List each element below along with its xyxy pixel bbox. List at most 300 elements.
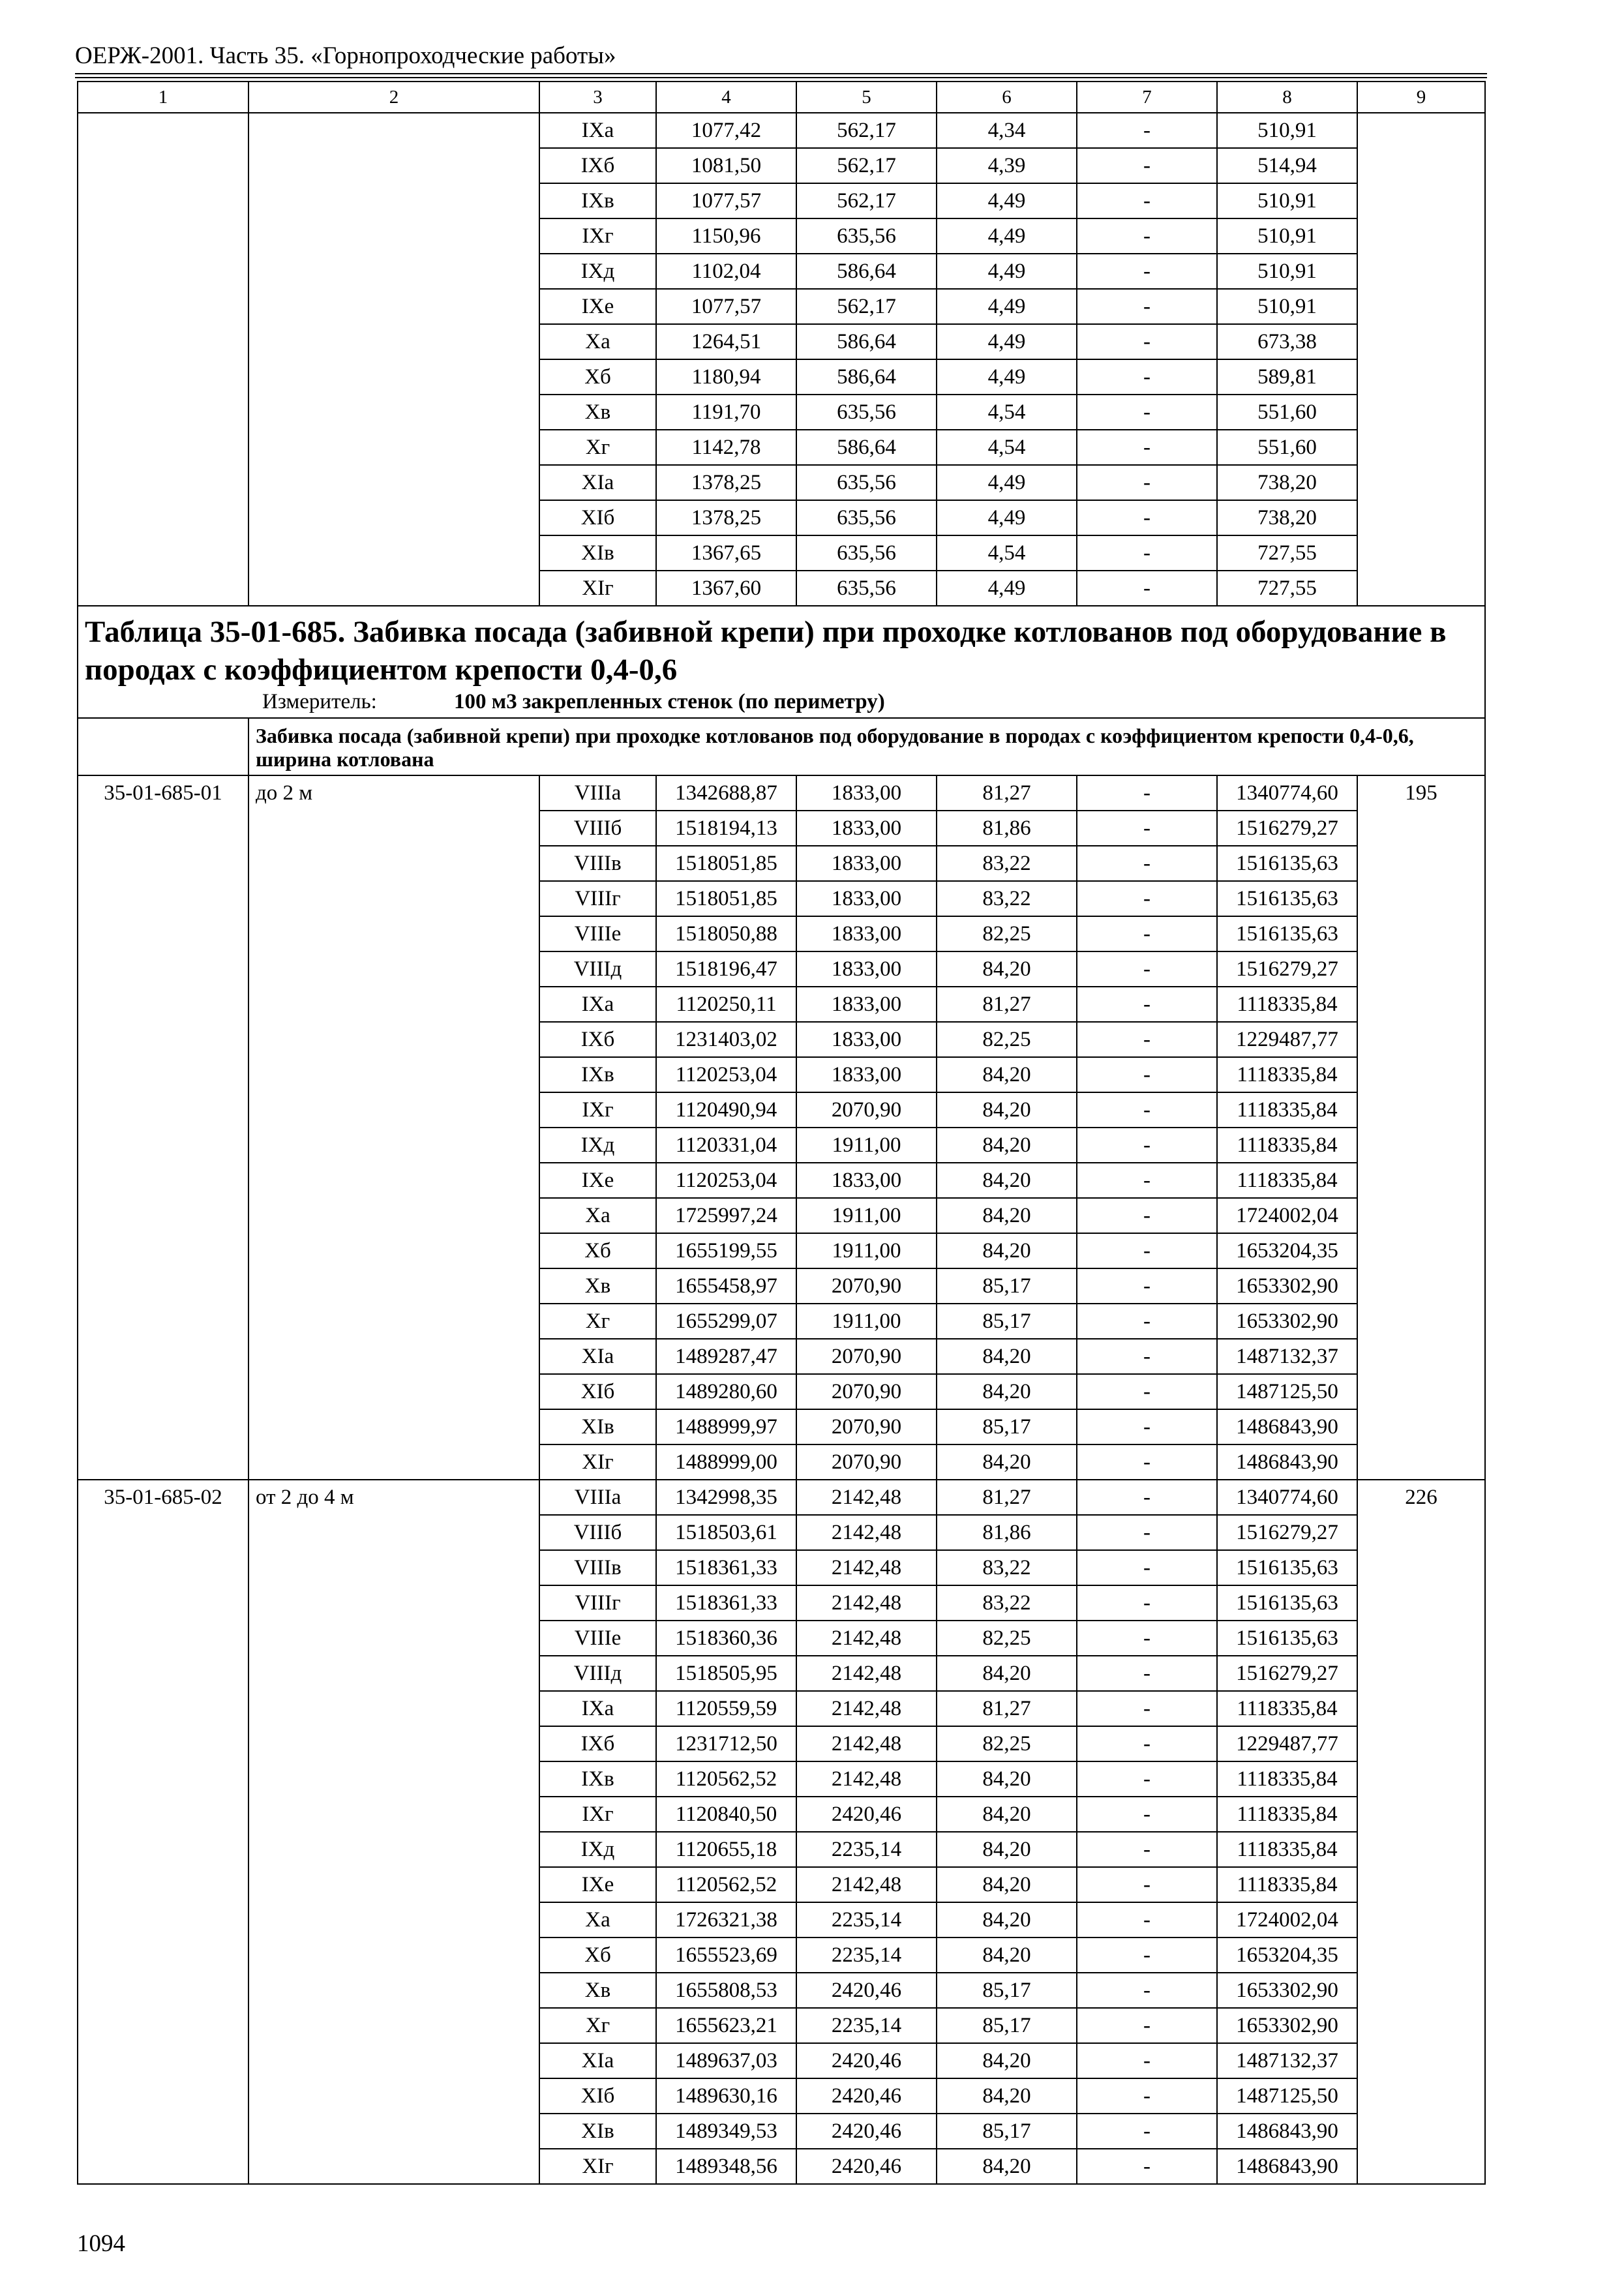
labor-cost: 635,56 (796, 500, 937, 535)
rock-group: XIв (539, 535, 656, 571)
total-cost: 1518503,61 (656, 1515, 796, 1550)
total-cost: 1120250,11 (656, 987, 796, 1022)
rock-group: VIIIг (539, 881, 656, 916)
machine-cost: 83,22 (937, 1550, 1077, 1585)
materials-cost: 510,91 (1217, 218, 1357, 254)
machinist-wage: - (1077, 289, 1217, 324)
total-cost: 1120331,04 (656, 1128, 796, 1163)
rock-group: IXа (539, 987, 656, 1022)
machine-cost: 84,20 (937, 951, 1077, 987)
machinist-wage: - (1077, 148, 1217, 183)
total-cost: 1120559,59 (656, 1691, 796, 1726)
machinist-wage: - (1077, 951, 1217, 987)
machinist-wage: - (1077, 916, 1217, 951)
rock-group: Xа (539, 1902, 656, 1937)
materials-cost: 1118335,84 (1217, 1057, 1357, 1092)
materials-cost: 1516279,27 (1217, 1656, 1357, 1691)
materials-cost: 1486843,90 (1217, 1444, 1357, 1480)
labor-cost: 1833,00 (796, 987, 937, 1022)
rock-group: IXв (539, 183, 656, 218)
description-blank (78, 718, 248, 775)
total-cost: 1518360,36 (656, 1621, 796, 1656)
materials-cost: 1118335,84 (1217, 1128, 1357, 1163)
machine-cost: 4,49 (937, 500, 1077, 535)
machine-cost: 85,17 (937, 2114, 1077, 2149)
labor-cost: 1911,00 (796, 1198, 937, 1233)
machinist-wage: - (1077, 1233, 1217, 1268)
machinist-wage: - (1077, 2149, 1217, 2184)
labor-cost: 1833,00 (796, 1022, 937, 1057)
table-title-row (78, 606, 1485, 689)
materials-cost: 1487125,50 (1217, 2078, 1357, 2114)
pit-width: до 2 м (248, 775, 539, 1480)
rock-group: IXе (539, 1867, 656, 1902)
materials-cost: 510,91 (1217, 113, 1357, 148)
machinist-wage: - (1077, 1937, 1217, 1973)
rock-group: Xг (539, 430, 656, 465)
rates-table (77, 81, 1486, 2185)
labor-cost: 2235,14 (796, 1832, 937, 1867)
labor-cost: 635,56 (796, 395, 937, 430)
machine-cost: 85,17 (937, 2008, 1077, 2043)
machine-cost: 84,20 (937, 1128, 1077, 1163)
machine-cost: 84,20 (937, 1797, 1077, 1832)
total-cost: 1367,65 (656, 535, 796, 571)
total-cost: 1488999,97 (656, 1409, 796, 1444)
labor-cost: 586,64 (796, 430, 937, 465)
machinist-wage: - (1077, 1198, 1217, 1233)
materials-cost: 1118335,84 (1217, 1832, 1357, 1867)
description-cell: Забивка посада (забивной крепи) при проходке котлованов под оборудование в породах с коэффициентом крепости 0,4-0,6, ширина котлована (248, 718, 1485, 775)
materials-cost: 738,20 (1217, 465, 1357, 500)
labor-cost: 2235,14 (796, 1937, 937, 1973)
machinist-wage: - (1077, 1480, 1217, 1515)
materials-cost: 1653204,35 (1217, 1937, 1357, 1973)
labor-cost: 2142,48 (796, 1550, 937, 1585)
total-cost: 1102,04 (656, 254, 796, 289)
labor-cost: 562,17 (796, 148, 937, 183)
page-number: 1094 (77, 2230, 125, 2257)
labor-cost: 2142,48 (796, 1867, 937, 1902)
labor-cost: 586,64 (796, 254, 937, 289)
rock-group: XIб (539, 500, 656, 535)
labor-cost: 1833,00 (796, 1163, 937, 1198)
machinist-wage: - (1077, 881, 1217, 916)
labor-cost: 1833,00 (796, 1057, 937, 1092)
materials-cost: 673,38 (1217, 324, 1357, 359)
column-number: 2 (248, 82, 539, 113)
materials-cost: 1653204,35 (1217, 1233, 1357, 1268)
materials-cost: 510,91 (1217, 289, 1357, 324)
total-cost: 1489637,03 (656, 2043, 796, 2078)
total-cost: 1142,78 (656, 430, 796, 465)
column-number: 6 (937, 82, 1077, 113)
machinist-wage: - (1077, 465, 1217, 500)
total-cost: 1120840,50 (656, 1797, 796, 1832)
header-rule (75, 73, 1487, 74)
column-number: 7 (1077, 82, 1217, 113)
labor-cost: 635,56 (796, 465, 937, 500)
machine-cost: 4,49 (937, 465, 1077, 500)
machine-cost: 84,20 (937, 1937, 1077, 1973)
machinist-wage: - (1077, 1304, 1217, 1339)
total-cost: 1342688,87 (656, 775, 796, 811)
machine-cost: 85,17 (937, 1304, 1077, 1339)
materials-cost: 1487132,37 (1217, 2043, 1357, 2078)
labor-cost: 2235,14 (796, 1902, 937, 1937)
materials-cost: 1229487,77 (1217, 1726, 1357, 1761)
materials-cost: 1724002,04 (1217, 1902, 1357, 1937)
machinist-wage: - (1077, 2114, 1217, 2149)
machine-cost: 83,22 (937, 1585, 1077, 1621)
labor-cost: 2420,46 (796, 2078, 937, 2114)
width-cell-blank (248, 113, 539, 606)
table-body (78, 82, 1485, 2184)
measure-cell (78, 689, 1485, 718)
materials-cost: 1516135,63 (1217, 846, 1357, 881)
rock-group: Xв (539, 1268, 656, 1304)
rock-group: IXа (539, 1691, 656, 1726)
machinist-wage: - (1077, 1057, 1217, 1092)
machine-cost: 84,20 (937, 1656, 1077, 1691)
rock-group: XIв (539, 2114, 656, 2149)
measure-row (78, 689, 1485, 718)
total-cost: 1489287,47 (656, 1339, 796, 1374)
rock-group: IXб (539, 1022, 656, 1057)
machine-cost: 84,20 (937, 1233, 1077, 1268)
machinist-wage: - (1077, 1550, 1217, 1585)
header-rule-double (75, 77, 1487, 78)
rock-group: XIа (539, 2043, 656, 2078)
column-number: 5 (796, 82, 937, 113)
rock-group: XIг (539, 2149, 656, 2184)
materials-cost: 1118335,84 (1217, 1867, 1357, 1902)
total-cost: 1518050,88 (656, 916, 796, 951)
col9-value: 226 (1357, 1480, 1485, 2184)
labor-cost: 2142,48 (796, 1480, 937, 1515)
total-cost: 1655458,97 (656, 1268, 796, 1304)
machine-cost: 83,22 (937, 846, 1077, 881)
machinist-wage: - (1077, 430, 1217, 465)
machinist-wage: - (1077, 1867, 1217, 1902)
materials-cost: 589,81 (1217, 359, 1357, 395)
total-cost: 1518051,85 (656, 881, 796, 916)
materials-cost: 1724002,04 (1217, 1198, 1357, 1233)
machinist-wage: - (1077, 1691, 1217, 1726)
machine-cost: 81,86 (937, 811, 1077, 846)
total-cost: 1489630,16 (656, 2078, 796, 2114)
total-cost: 1150,96 (656, 218, 796, 254)
description-row (78, 718, 1485, 775)
labor-cost: 2070,90 (796, 1374, 937, 1409)
labor-cost: 635,56 (796, 218, 937, 254)
rock-group: VIIIд (539, 951, 656, 987)
total-cost: 1726321,38 (656, 1902, 796, 1937)
total-cost: 1518505,95 (656, 1656, 796, 1691)
machine-cost: 84,20 (937, 1832, 1077, 1867)
total-cost: 1081,50 (656, 148, 796, 183)
machine-cost: 4,49 (937, 183, 1077, 218)
machinist-wage: - (1077, 324, 1217, 359)
labor-cost: 586,64 (796, 359, 937, 395)
rock-group: IXа (539, 113, 656, 148)
machine-cost: 4,54 (937, 535, 1077, 571)
labor-cost: 586,64 (796, 324, 937, 359)
rock-group: VIIIг (539, 1585, 656, 1621)
machine-cost: 4,49 (937, 289, 1077, 324)
machine-cost: 4,49 (937, 218, 1077, 254)
labor-cost: 1911,00 (796, 1233, 937, 1268)
column-number: 1 (78, 82, 248, 113)
machine-cost: 85,17 (937, 1409, 1077, 1444)
total-cost: 1518361,33 (656, 1585, 796, 1621)
materials-cost: 1516135,63 (1217, 916, 1357, 951)
rock-group: XIв (539, 1409, 656, 1444)
machine-cost: 84,20 (937, 2078, 1077, 2114)
machine-cost: 85,17 (937, 1268, 1077, 1304)
rock-group: VIIIе (539, 916, 656, 951)
labor-cost: 2070,90 (796, 1444, 937, 1480)
machine-cost: 81,27 (937, 987, 1077, 1022)
machinist-wage: - (1077, 775, 1217, 811)
labor-cost: 2142,48 (796, 1761, 937, 1797)
rock-group: XIб (539, 1374, 656, 1409)
machinist-wage: - (1077, 359, 1217, 395)
total-cost: 1518194,13 (656, 811, 796, 846)
rock-group: Xа (539, 1198, 656, 1233)
machinist-wage: - (1077, 1022, 1217, 1057)
total-cost: 1191,70 (656, 395, 796, 430)
machine-cost: 4,34 (937, 113, 1077, 148)
materials-cost: 1340774,60 (1217, 1480, 1357, 1515)
rock-group: XIа (539, 1339, 656, 1374)
labor-cost: 1911,00 (796, 1304, 937, 1339)
machine-cost: 4,49 (937, 359, 1077, 395)
machinist-wage: - (1077, 183, 1217, 218)
rock-group: XIа (539, 465, 656, 500)
labor-cost: 562,17 (796, 289, 937, 324)
materials-cost: 738,20 (1217, 500, 1357, 535)
rock-group: VIIIв (539, 1550, 656, 1585)
rate-code: 35-01-685-02 (78, 1480, 248, 2184)
rock-group: XIг (539, 1444, 656, 1480)
materials-cost: 1516135,63 (1217, 1621, 1357, 1656)
total-cost: 1120655,18 (656, 1832, 796, 1867)
materials-cost: 1487132,37 (1217, 1339, 1357, 1374)
materials-cost: 1486843,90 (1217, 1409, 1357, 1444)
materials-cost: 1653302,90 (1217, 1304, 1357, 1339)
labor-cost: 2142,48 (796, 1515, 937, 1550)
rock-group: Xг (539, 2008, 656, 2043)
rock-group: Xг (539, 1304, 656, 1339)
materials-cost: 1487125,50 (1217, 1374, 1357, 1409)
machine-cost: 82,25 (937, 1726, 1077, 1761)
table-row (78, 775, 1485, 811)
machine-cost: 84,20 (937, 1374, 1077, 1409)
labor-cost: 1833,00 (796, 881, 937, 916)
machinist-wage: - (1077, 1444, 1217, 1480)
machine-cost: 4,49 (937, 254, 1077, 289)
rock-group: Xа (539, 324, 656, 359)
labor-cost: 2420,46 (796, 2149, 937, 2184)
rock-group: Xб (539, 1937, 656, 1973)
materials-cost: 1340774,60 (1217, 775, 1357, 811)
labor-cost: 2142,48 (796, 1621, 937, 1656)
machinist-wage: - (1077, 571, 1217, 606)
labor-cost: 2070,90 (796, 1409, 937, 1444)
measure-label: Измеритель: (262, 690, 377, 713)
column-number: 3 (539, 82, 656, 113)
rock-group: IXб (539, 1726, 656, 1761)
machine-cost: 81,86 (937, 1515, 1077, 1550)
rock-group: IXд (539, 1832, 656, 1867)
labor-cost: 2235,14 (796, 2008, 937, 2043)
rock-group: Xв (539, 1973, 656, 2008)
machine-cost: 84,20 (937, 1444, 1077, 1480)
materials-cost: 1516135,63 (1217, 1585, 1357, 1621)
materials-cost: 514,94 (1217, 148, 1357, 183)
rock-group: IXг (539, 1797, 656, 1832)
total-cost: 1264,51 (656, 324, 796, 359)
labor-cost: 2142,48 (796, 1585, 937, 1621)
total-cost: 1378,25 (656, 500, 796, 535)
machinist-wage: - (1077, 1797, 1217, 1832)
labor-cost: 1911,00 (796, 1128, 937, 1163)
labor-cost: 2142,48 (796, 1726, 937, 1761)
rock-group: VIIIб (539, 811, 656, 846)
table-row (78, 113, 1485, 148)
total-cost: 1518051,85 (656, 846, 796, 881)
labor-cost: 1833,00 (796, 951, 937, 987)
table-row (78, 1480, 1485, 1515)
materials-cost: 1486843,90 (1217, 2149, 1357, 2184)
machinist-wage: - (1077, 1761, 1217, 1797)
machine-cost: 81,27 (937, 1480, 1077, 1515)
materials-cost: 1516135,63 (1217, 1550, 1357, 1585)
materials-cost: 551,60 (1217, 395, 1357, 430)
labor-cost: 2420,46 (796, 2114, 937, 2149)
labor-cost: 635,56 (796, 535, 937, 571)
machine-cost: 84,20 (937, 1057, 1077, 1092)
total-cost: 1488999,00 (656, 1444, 796, 1480)
materials-cost: 1118335,84 (1217, 1797, 1357, 1832)
total-cost: 1367,60 (656, 571, 796, 606)
rock-group: IXг (539, 218, 656, 254)
machinist-wage: - (1077, 2078, 1217, 2114)
rock-group: IXв (539, 1057, 656, 1092)
total-cost: 1655808,53 (656, 1973, 796, 2008)
total-cost: 1489349,53 (656, 2114, 796, 2149)
machinist-wage: - (1077, 254, 1217, 289)
rock-group: XIг (539, 571, 656, 606)
labor-cost: 562,17 (796, 183, 937, 218)
machinist-wage: - (1077, 1656, 1217, 1691)
machine-cost: 4,49 (937, 571, 1077, 606)
total-cost: 1655199,55 (656, 1233, 796, 1268)
col9-cell-blank (1357, 113, 1485, 606)
machinist-wage: - (1077, 1268, 1217, 1304)
labor-cost: 2420,46 (796, 2043, 937, 2078)
rock-group: IXд (539, 254, 656, 289)
materials-cost: 1516279,27 (1217, 811, 1357, 846)
machine-cost: 84,20 (937, 1339, 1077, 1374)
rate-code: 35-01-685-01 (78, 775, 248, 1480)
labor-cost: 1833,00 (796, 846, 937, 881)
rock-group: IXв (539, 1761, 656, 1797)
rock-group: XIб (539, 2078, 656, 2114)
materials-cost: 1653302,90 (1217, 1973, 1357, 2008)
labor-cost: 2070,90 (796, 1092, 937, 1128)
labor-cost: 2420,46 (796, 1797, 937, 1832)
total-cost: 1120253,04 (656, 1057, 796, 1092)
materials-cost: 1118335,84 (1217, 1761, 1357, 1797)
machinist-wage: - (1077, 1515, 1217, 1550)
machine-cost: 84,20 (937, 2043, 1077, 2078)
total-cost: 1378,25 (656, 465, 796, 500)
rock-group: Xв (539, 395, 656, 430)
total-cost: 1342998,35 (656, 1480, 796, 1515)
labor-cost: 1833,00 (796, 811, 937, 846)
pit-width: от 2 до 4 м (248, 1480, 539, 2184)
machinist-wage: - (1077, 1726, 1217, 1761)
total-cost: 1518196,47 (656, 951, 796, 987)
machinist-wage: - (1077, 1585, 1217, 1621)
machine-cost: 85,17 (937, 1973, 1077, 2008)
total-cost: 1077,57 (656, 289, 796, 324)
total-cost: 1077,57 (656, 183, 796, 218)
machine-cost: 84,20 (937, 2149, 1077, 2184)
materials-cost: 1229487,77 (1217, 1022, 1357, 1057)
materials-cost: 510,91 (1217, 254, 1357, 289)
total-cost: 1518361,33 (656, 1550, 796, 1585)
measure-value: 100 м3 закрепленных стенок (по периметру) (454, 690, 885, 713)
code-cell-blank (78, 113, 248, 606)
rock-group: IXг (539, 1092, 656, 1128)
machinist-wage: - (1077, 2008, 1217, 2043)
machinist-wage: - (1077, 1902, 1217, 1937)
materials-cost: 510,91 (1217, 183, 1357, 218)
total-cost: 1489280,60 (656, 1374, 796, 1409)
total-cost: 1489348,56 (656, 2149, 796, 2184)
materials-cost: 1118335,84 (1217, 1691, 1357, 1726)
machinist-wage: - (1077, 1621, 1217, 1656)
rock-group: IXе (539, 289, 656, 324)
machinist-wage: - (1077, 811, 1217, 846)
labor-cost: 2070,90 (796, 1339, 937, 1374)
machinist-wage: - (1077, 218, 1217, 254)
machinist-wage: - (1077, 1092, 1217, 1128)
rock-group: Xб (539, 359, 656, 395)
machine-cost: 4,54 (937, 395, 1077, 430)
machine-cost: 84,20 (937, 1761, 1077, 1797)
machinist-wage: - (1077, 1339, 1217, 1374)
materials-cost: 1516135,63 (1217, 881, 1357, 916)
materials-cost: 1516279,27 (1217, 1515, 1357, 1550)
column-number: 4 (656, 82, 796, 113)
machinist-wage: - (1077, 846, 1217, 881)
labor-cost: 635,56 (796, 571, 937, 606)
rock-group: IXд (539, 1128, 656, 1163)
total-cost: 1077,42 (656, 113, 796, 148)
rock-group: VIIIа (539, 775, 656, 811)
total-cost: 1231712,50 (656, 1726, 796, 1761)
rock-group: IXе (539, 1163, 656, 1198)
labor-cost: 2070,90 (796, 1268, 937, 1304)
machinist-wage: - (1077, 1163, 1217, 1198)
machine-cost: 4,54 (937, 430, 1077, 465)
materials-cost: 727,55 (1217, 535, 1357, 571)
machine-cost: 84,20 (937, 1902, 1077, 1937)
